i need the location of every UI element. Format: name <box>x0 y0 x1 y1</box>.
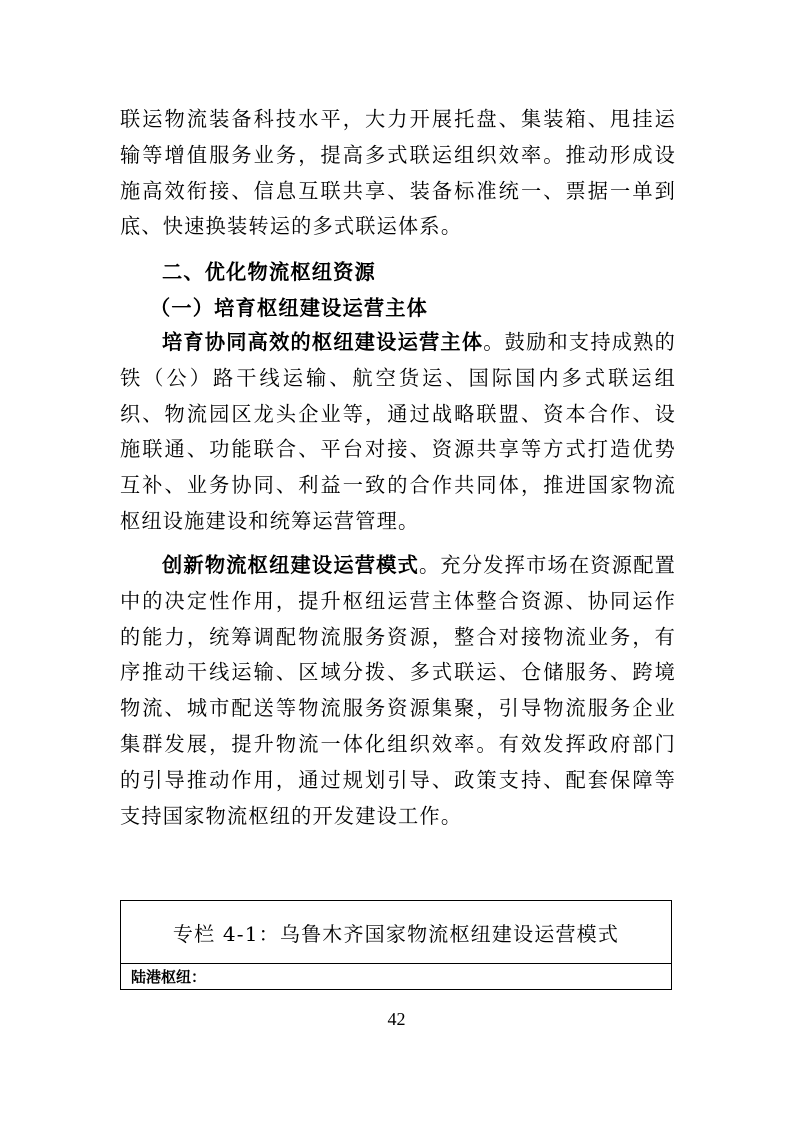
paragraph-operating-model <box>120 548 676 834</box>
page-number: 42 <box>387 1009 406 1029</box>
paragraph-lead-operating-entity: 培育协同高效的枢纽建设运营主体 <box>162 330 484 354</box>
column-box-row-land-port: 陆港枢纽： <box>131 968 207 986</box>
section-heading: 二、优化物流枢纽资源 <box>162 260 376 284</box>
paragraph-multimodal-transport: 联运物流装备科技水平，大力开展托盘、集装箱、甩挂运输等增值服务业务，提高多式联运组织效率。推动形成设施高效衔接、信息互联共享、装备标准统一、票据一单到底、快速换装转运的多式联运体系。 <box>120 107 676 239</box>
paragraph-operating-entity <box>120 325 676 540</box>
column-box-title: 专栏 4-1：乌鲁木齐国家物流枢纽建设运营模式 <box>121 901 671 964</box>
subsection-heading: （一）培育枢纽建设运营主体 <box>150 296 429 320</box>
paragraph-lead-operating-model: 创新物流枢纽建设运营模式 <box>162 553 420 577</box>
paragraph-body-operating-model: 。充分发挥市场在资源配置中的决定性作用，提升枢纽运营主体整合资源、协同运作的能力，统筹调配物流服务资源，整合对接物流业务，有序推动干线运输、区域分拨、多式联运、仓储服务、跨境物流、城市配送等物流服务资源集聚，引导物流服务企业集群发展，提升物流一体化组织效率。有效发挥政府部门的引导推动作用，通过规划引导、政策支持、配套保障等支持国家物流枢纽的开发建设工作。 <box>120 553 676 828</box>
column-box <box>120 900 672 990</box>
paragraph-body-operating-entity: 。鼓励和支持成熟的铁（公）路干线运输、航空货运、国际国内多式联运组织、物流园区龙头企业等，通过战略联盟、资本合作、设施联通、功能联合、平台对接、资源共享等方式打造优势互补、业务协同、利益一致的合作共同体，推进国家物流枢纽设施建设和统筹运营管理。 <box>120 330 676 533</box>
